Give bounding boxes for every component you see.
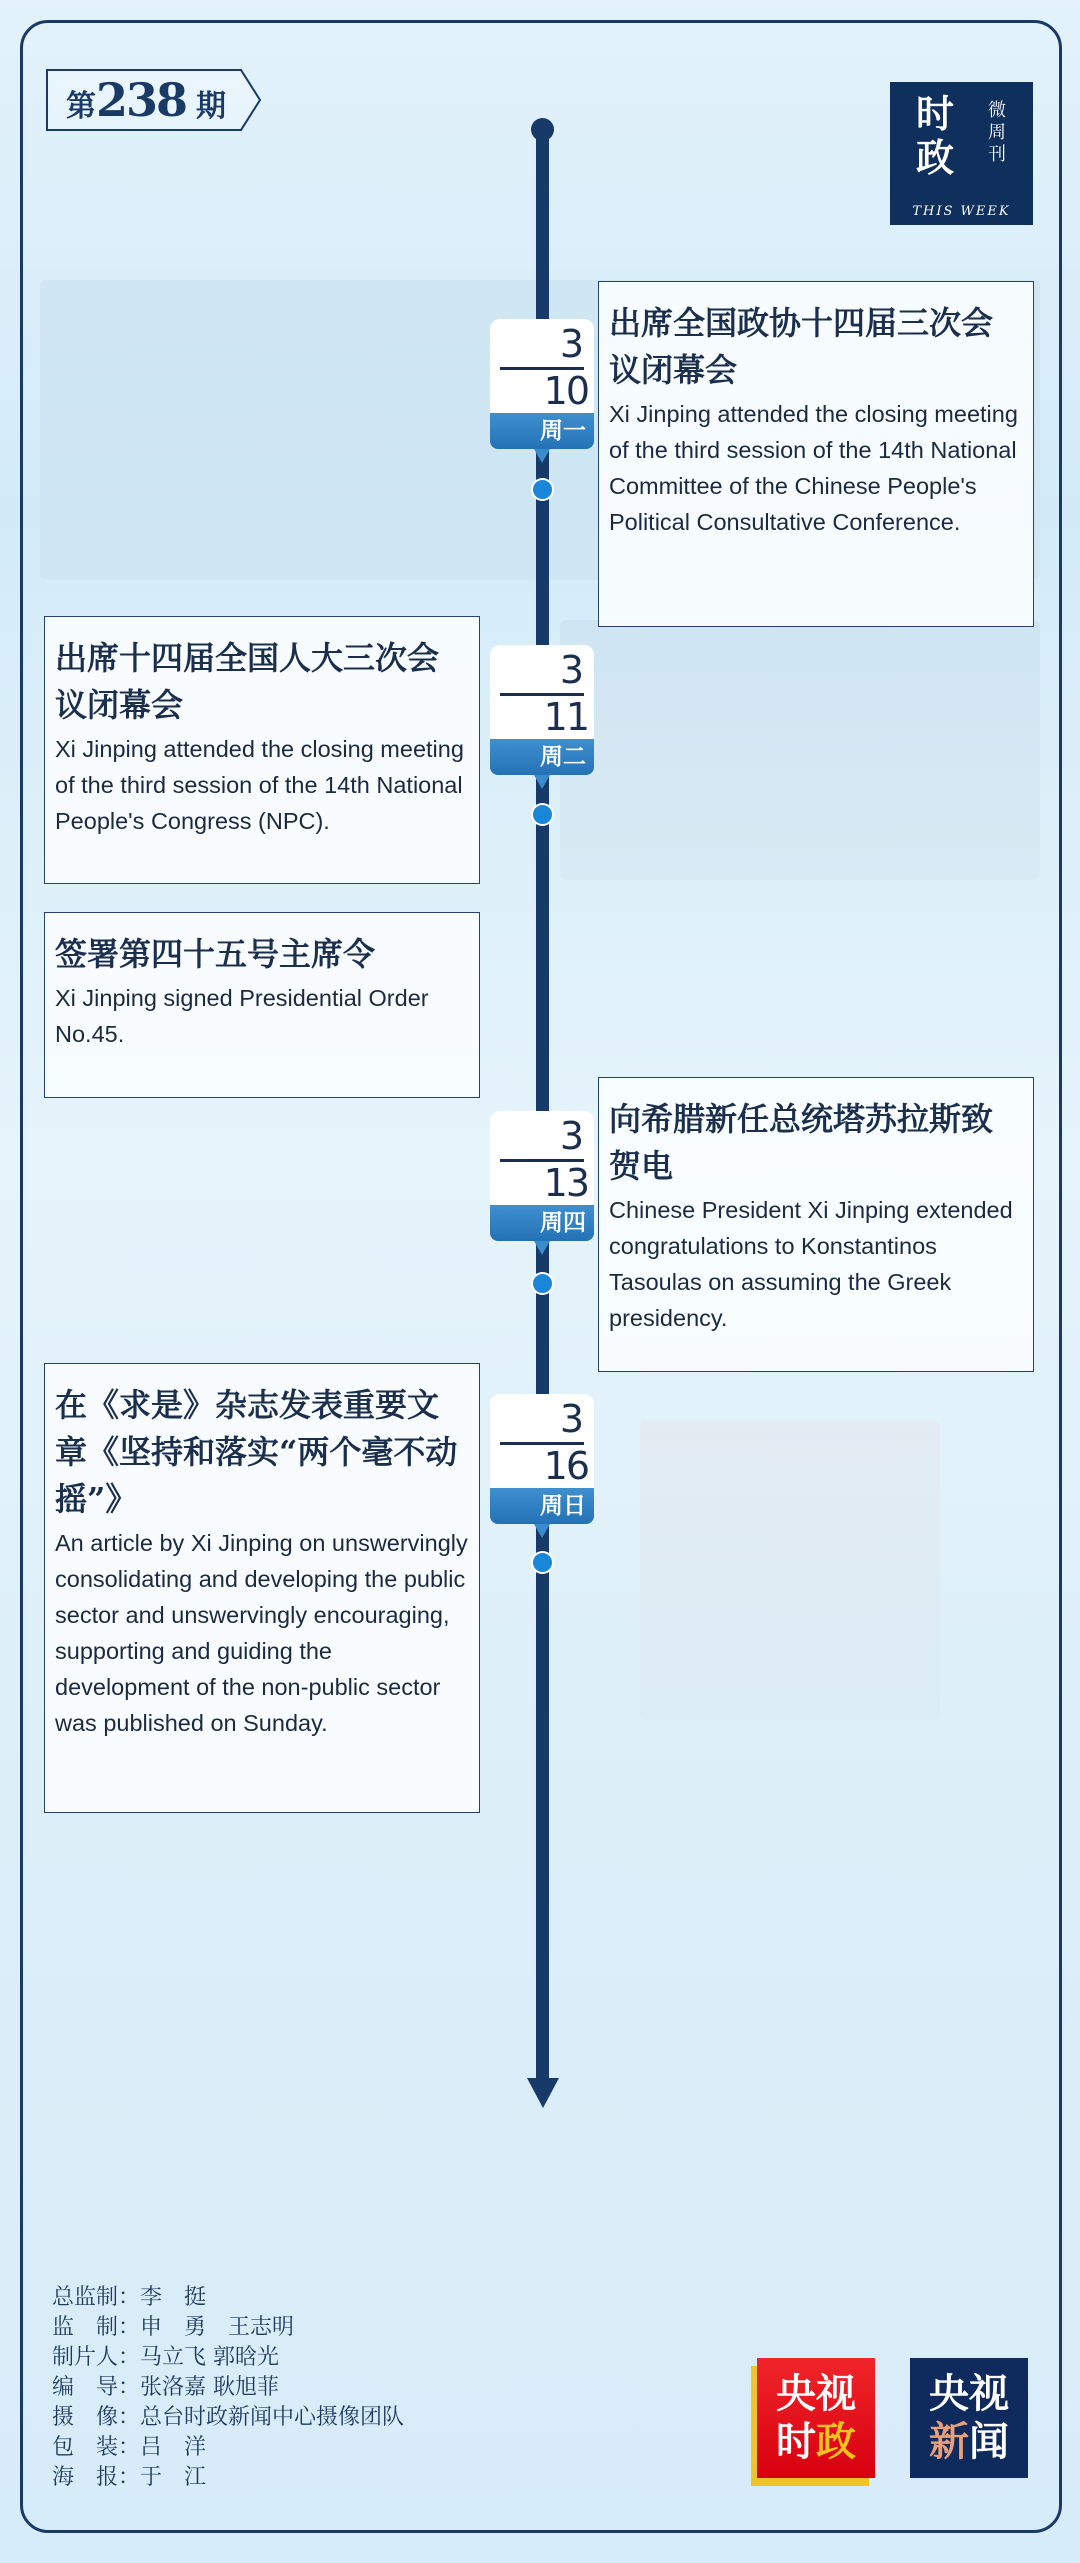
date-day: 13 (543, 1161, 588, 1205)
event-title: 向希腊新任总统塔苏拉斯致贺电 (609, 1100, 994, 1185)
logo-line: 央视 (776, 2371, 856, 2417)
cctv-politics-logo (757, 2358, 875, 2478)
event-card (44, 616, 480, 884)
logo-char: 政 (816, 2419, 856, 2465)
logo-char: 新 (929, 2419, 969, 2465)
credit-line: 包 装：吕 洋 (52, 2435, 207, 2460)
date-weekday: 周日 (490, 1488, 594, 1524)
timeline-start-cap (531, 118, 554, 141)
event-card (598, 281, 1034, 627)
credit-line: 海 报：于 江 (52, 2465, 207, 2490)
date-weekday: 周一 (490, 413, 594, 449)
event-description: An article by Xi Jinping on unswervingly consolidating and developing the public sector and unswervingly encouraging, supporting and guiding the development of the non-public sector was published on Sunday. (55, 1530, 468, 1736)
credit-line: 编 导：张洛嘉 耿旭菲 (52, 2375, 279, 2400)
timeline-dot (531, 1272, 554, 1295)
credit-line: 总监制：李 挺 (52, 2285, 207, 2310)
date-day: 10 (543, 369, 588, 413)
issue-suffix: 期 (196, 89, 227, 124)
logo-char: 闻 (969, 2419, 1009, 2465)
credit-line: 监 制：申 勇 王志明 (52, 2315, 295, 2340)
date-month: 3 (559, 322, 584, 366)
logo-title: 时政 (915, 91, 954, 180)
logo-line: 央视 (929, 2371, 1009, 2417)
event-card (598, 1077, 1034, 1372)
date-month: 3 (559, 1397, 584, 1441)
date-badge (490, 1111, 594, 1241)
date-badge (490, 645, 594, 775)
issue-prefix: 第 (66, 89, 96, 124)
logo-english: THIS WEEK (912, 204, 1011, 219)
event-description: Xi Jinping attended the closing meeting of the third session of the 14th National People's Congress (NPC). (55, 736, 464, 834)
date-badge (490, 319, 594, 449)
event-card (44, 1363, 480, 1813)
logo-subtitle: 微周刊 (988, 100, 1006, 165)
this-week-logo (890, 82, 1033, 225)
date-weekday: 周二 (490, 739, 594, 775)
date-day: 11 (543, 695, 588, 739)
cctv-news-logo (910, 2358, 1028, 2478)
event-title: 出席十四届全国人大三次会议闭幕会 (55, 639, 440, 724)
date-weekday: 周四 (490, 1205, 594, 1241)
timeline-dot (531, 1551, 554, 1574)
timeline-dot (531, 478, 554, 501)
logo-char: 时 (776, 2419, 816, 2465)
date-day: 16 (543, 1444, 588, 1488)
event-title: 出席全国政协十四届三次会议闭幕会 (609, 304, 994, 389)
issue-badge (46, 69, 262, 131)
event-description: Chinese President Xi Jinping extended congratulations to Konstantinos Tasoulas on assuming the Greek presidency. (609, 1197, 1013, 1331)
event-title: 签署第四十五号主席令 (55, 935, 376, 973)
date-badge (490, 1394, 594, 1524)
event-description: Xi Jinping signed Presidential Order No.45. (55, 985, 429, 1047)
credit-line: 摄 像：总台时政新闻中心摄像团队 (52, 2405, 405, 2430)
credits (52, 2283, 404, 2493)
timeline-arrow-icon (527, 2078, 559, 2108)
event-title: 在《求是》杂志发表重要文章《坚持和落实“两个毫不动摇”》 (55, 1386, 458, 1518)
date-month: 3 (559, 648, 584, 692)
date-month: 3 (559, 1114, 584, 1158)
event-description: Xi Jinping attended the closing meeting of the third session of the 14th National Committee of the Chinese People's Political Consultative Conference. (609, 401, 1018, 535)
event-card (44, 912, 480, 1098)
issue-number: 238 (96, 73, 187, 127)
credit-line: 制片人：马立飞 郭晗光 (52, 2345, 279, 2370)
timeline-dot (531, 803, 554, 826)
